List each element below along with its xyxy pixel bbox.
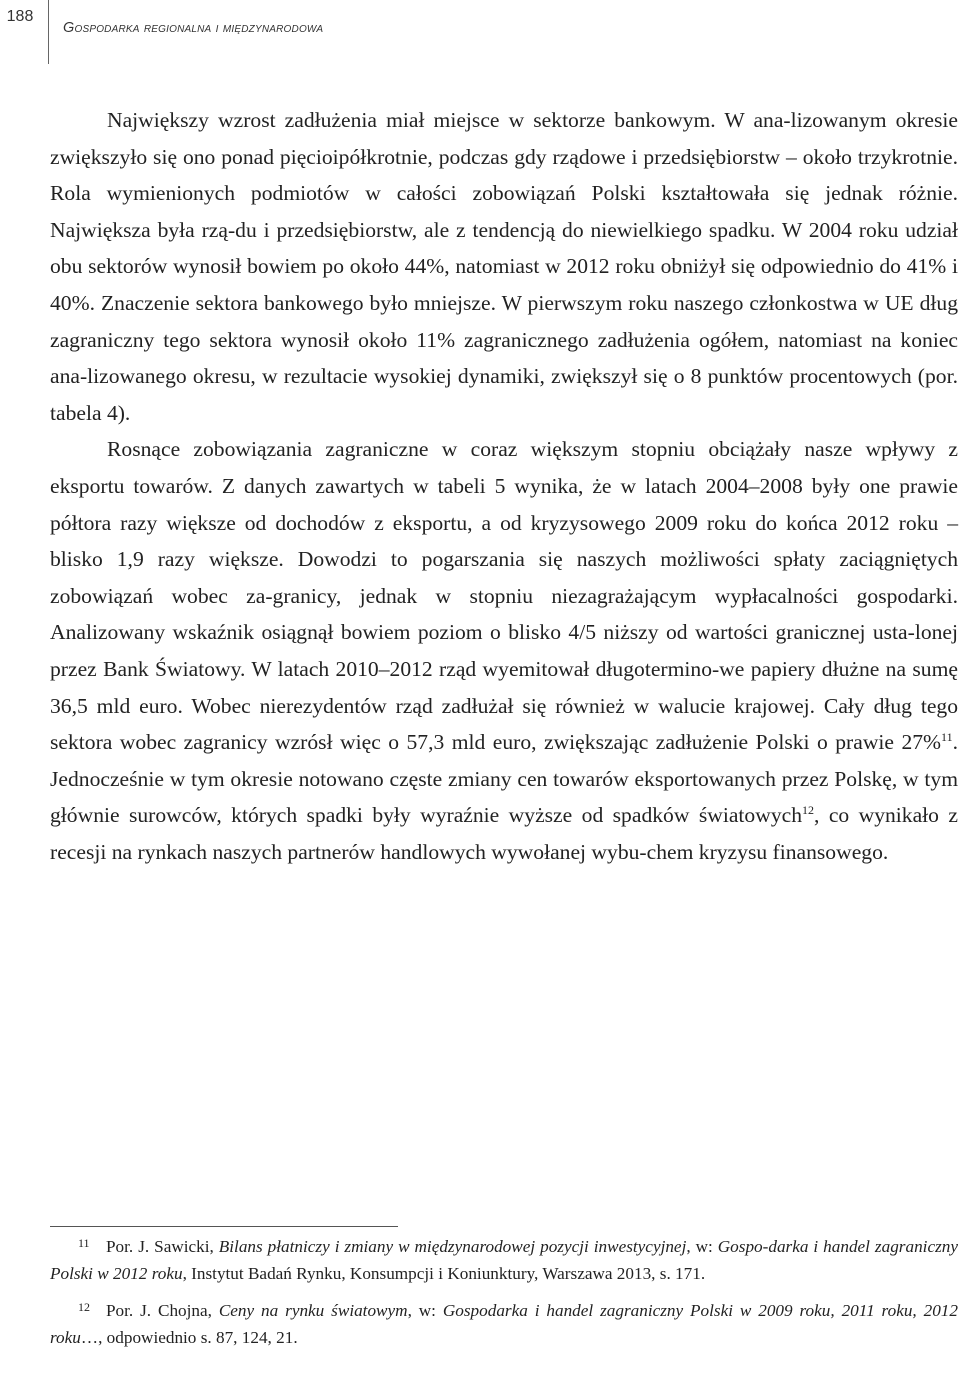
paragraph-text: , co wynikało z recesji na rynkach naszych partnerów handlowych wywołanej wybu-chem kryzysu finansowego. bbox=[50, 803, 958, 864]
footnote-title: Ceny na rynku światowym bbox=[218, 1301, 408, 1320]
paragraph-text: . Jednocześnie w tym okresie notowano częste zmiany cen towarów eksportowanych przez Polskę, w tym głównie surowców, których spadki były wyraźnie wyższe od spadków światowych bbox=[50, 730, 958, 828]
footnote-text: …, odpowiednio s. 87, 124, 21. bbox=[80, 1328, 298, 1347]
footnote-reference[interactable]: 12 bbox=[802, 803, 814, 818]
footnote-title: Bilans płatniczy i zmiany w międzynarodowej pozycji inwestycyjnej bbox=[218, 1237, 687, 1256]
main-text bbox=[50, 102, 958, 870]
paragraph bbox=[50, 431, 958, 870]
page-number: 188 bbox=[6, 8, 34, 25]
footnote-text: , Instytut Badań Rynku, Konsumpcji i Koniunktury, Warszawa 2013, s. 171. bbox=[182, 1264, 706, 1283]
footnote-reference[interactable]: 11 bbox=[941, 730, 953, 745]
footnote-text: Por. J. Sawicki, bbox=[106, 1237, 219, 1256]
footnotes bbox=[50, 1233, 958, 1361]
paragraph bbox=[50, 102, 958, 431]
footnote-text: , w: bbox=[407, 1301, 443, 1320]
footnote-text: Por. J. Chojna, bbox=[106, 1301, 219, 1320]
footnote-source: Gospodarka i handel zagraniczny Polski w 2009 roku, 2011 roku, 2012 roku bbox=[50, 1301, 958, 1347]
header-divider bbox=[48, 0, 49, 64]
paragraph-text: Największy wzrost zadłużenia miał miejsce w sektorze bankowym. W ana-lizowanym okresie zwiększyło się ono ponad pięcioipółkrotnie, podczas gdy rządowe i przedsiębiorstw – około trzykrotnie. Rola wymienionych podmiotów w całości zobowiązań Polski kształtowała się jednak różnie. Największa była rzą-du i przedsiębiorstw, ale z tendencją do niewielkiego spadku. W 2004 roku udział obu sektorów wynosił bowiem po około 44%, natomiast w 2012 roku obniżył się odpowiednio do 41% i 40%. Znaczenie sektora bankowego było mniejsze. W pierwszym roku naszego członkostwa w UE dług zagraniczny tego sektora wynosił około 11% zagranicznego zadłużenia ogółem, natomiast na koniec ana-lizowanego okresu, w rezultacie wysokiej dynamiki, zwiększył się o 8 punktów procentowych (por. tabela 4). bbox=[50, 108, 958, 425]
footnote-divider bbox=[50, 1226, 398, 1227]
footnote-source: Gospo-darka i handel zagraniczny Polski w 2012 roku bbox=[50, 1237, 958, 1283]
footnote-text: , w: bbox=[686, 1237, 718, 1256]
paragraph-text: Rosnące zobowiązania zagraniczne w coraz większym stopniu obciążały nasze wpływy z eksportu towarów. Z danych zawartych w tabeli 5 wynika, że w latach 2004–2008 były one prawie półtora razy większe od dochodów z eksportu, a od kryzysowego 2009 roku do końca 2012 roku – blisko 1,9 razy większe. Dowodzi to pogarszania się naszych możliwości spłaty zaciągniętych zobowiązań wobec za-granicy, jednak w stopniu niezagrażającym wypłacalności gospodarki. Analizowany wskaźnik osiągnął bowiem poziom o blisko 4/5 niższy od wartości granicznej usta-lonej przez Bank Światowy. W latach 2010–2012 rząd wyemitował długotermino-we papiery dłużne na sumę 36,5 mld euro. Wobec nierezydentów rząd zadłużał się również w walucie krajowej. Cały dług tego sektora wobec zagranicy wzrósł więc o 57,3 mld euro, zwiększając zadłużenie Polski o prawie 27% bbox=[50, 437, 958, 755]
running-title: Gospodarka regionalna i międzynarodowa bbox=[63, 20, 324, 36]
footnote: 11 Por. J. Sawicki, Bilans płatniczy i zmiany w międzynarodowej pozycji inwestycyjnej, w: Gospo-darka i handel zagraniczny Polski w 2012 roku, Instytut Badań Rynku, Konsumpcji i Koniunktury, Warszawa 2013, s. 171. bbox=[50, 1236, 958, 1283]
footnote: 12 Por. J. Chojna, Ceny na rynku światowym, w: Gospodarka i handel zagraniczny Polski w 2009 roku, 2011 roku, 2012 roku…, odpowiednio s. 87, 124, 21. bbox=[50, 1300, 958, 1347]
